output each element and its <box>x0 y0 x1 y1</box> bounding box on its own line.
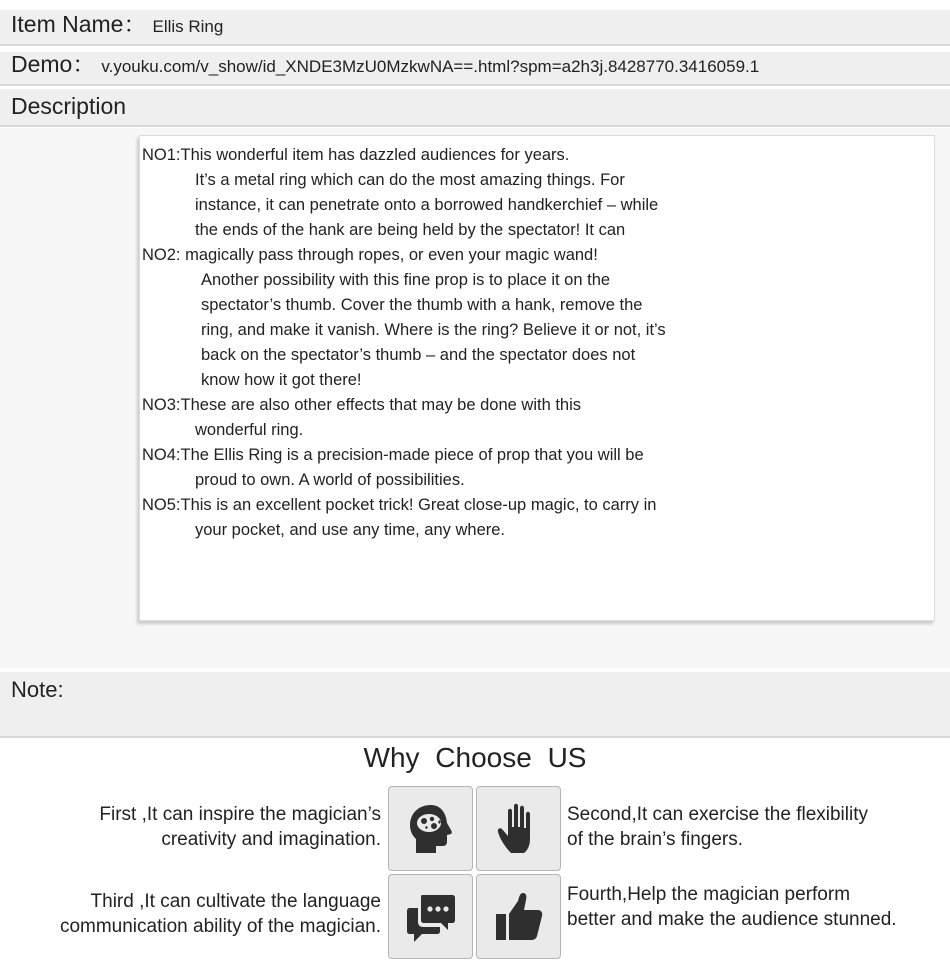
hand-icon <box>489 799 549 859</box>
feature-line: communication ability of the magician. <box>59 916 381 937</box>
paragraph-line: wonderful ring. <box>195 421 304 439</box>
demo-link[interactable]: v.youku.com/v_show/id_XNDE3MzU0MzkwNA==.html?spm=a2h3j.8428770.3416059.1 <box>101 57 760 76</box>
brain-head-icon <box>401 799 461 859</box>
feature-tile-communication <box>388 874 473 959</box>
item-name-bar <box>0 10 950 46</box>
feature-line: First ,It can inspire the magician’s <box>99 804 381 825</box>
paragraph-line: spectator’s thumb. Cover the thumb with a hank, remove the <box>201 296 643 314</box>
description-text <box>142 143 742 543</box>
description-paragraph <box>142 143 742 243</box>
feature-line: Third ,It can cultivate the language <box>90 891 381 912</box>
paragraph-heading: NO1:This wonderful item has dazzled audiences for years. <box>142 146 570 164</box>
paragraph-heading: NO5:This is an excellent pocket trick! Great close-up magic, to carry in <box>142 496 657 514</box>
feature-line: Fourth,Help the magician perform <box>567 884 851 905</box>
feature-text-first <box>0 802 381 852</box>
description-label: Description <box>11 93 127 119</box>
paragraph-line: Another possibility with this fine prop is to place it on the <box>201 271 611 289</box>
note-bar <box>0 672 950 738</box>
feature-line: creativity and imagination. <box>161 829 381 850</box>
feature-text-fourth <box>567 882 950 932</box>
note-label: Note: <box>11 677 64 702</box>
feature-line: better and make the audience stunned. <box>567 909 897 930</box>
feature-tile-flexibility <box>476 786 561 871</box>
why-choose-us-title: Why Choose US <box>363 742 587 773</box>
chat-bubbles-icon <box>401 887 461 947</box>
feature-line: Second,It can exercise the flexibility <box>567 804 868 825</box>
thumbs-up-icon <box>489 887 549 947</box>
feature-tile-performance <box>476 874 561 959</box>
paragraph-heading: NO3:These are also other effects that may be done with this <box>142 396 582 414</box>
description-bar <box>0 89 950 127</box>
feature-text-second <box>567 802 950 852</box>
feature-tile-creativity <box>388 786 473 871</box>
paragraph-heading: NO4:The Ellis Ring is a precision-made piece of prop that you will be <box>142 446 644 464</box>
paragraph-line: the ends of the hank are being held by the spectator! It can <box>195 221 626 239</box>
item-name-value: Ellis Ring <box>152 17 224 36</box>
paragraph-line: ring, and make it vanish. Where is the ring? Believe it or not, it’s <box>201 321 666 339</box>
paragraph-line: your pocket, and use any time, any where. <box>195 521 506 539</box>
item-name-label: Item Name： <box>11 11 147 37</box>
description-paragraph <box>142 243 742 393</box>
feature-text-third <box>0 889 381 939</box>
paragraph-line: proud to own. A world of possibilities. <box>195 471 465 489</box>
paragraph-heading: NO2: magically pass through ropes, or even your magic wand! <box>142 246 598 264</box>
description-paragraph <box>142 493 742 543</box>
paragraph-line: It’s a metal ring which can do the most amazing things. For <box>195 171 625 189</box>
description-paragraph <box>142 393 742 443</box>
paragraph-line: know how it got there! <box>201 371 362 389</box>
feature-line: of the brain’s fingers. <box>567 829 744 850</box>
demo-label: Demo： <box>11 51 96 77</box>
paragraph-line: instance, it can penetrate onto a borrowed handkerchief – while <box>195 196 659 214</box>
description-paragraph <box>142 443 742 493</box>
demo-bar <box>0 52 950 86</box>
paragraph-line: back on the spectator’s thumb – and the spectator does not <box>201 346 636 364</box>
